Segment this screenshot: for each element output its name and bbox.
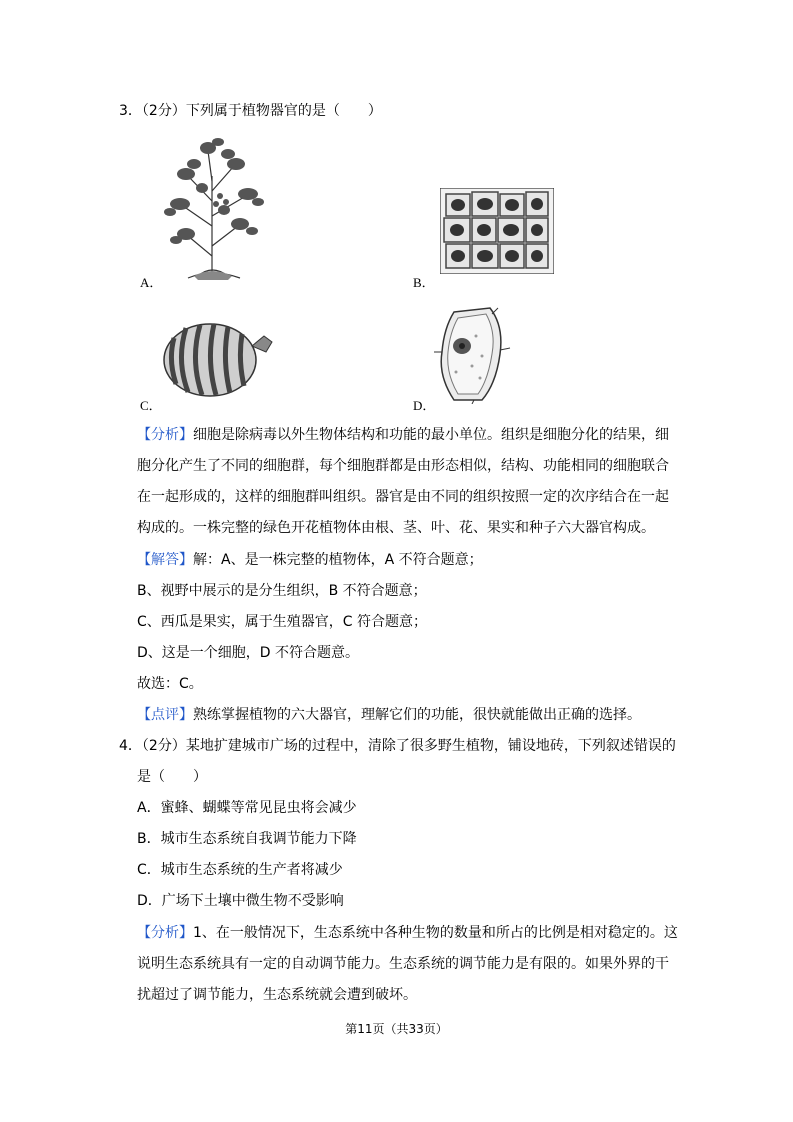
q3-analysis-tag: 【分析】 <box>137 427 193 443</box>
q3-answer-line-1: 【解答】解：A、是一株完整的植物体，A 不符合题意； <box>137 552 483 568</box>
q3-comment-tag: 【点评】 <box>137 707 193 723</box>
q4-option-b: B．城市生态系统自我调节能力下降 <box>137 831 357 847</box>
watermelon-figure <box>160 318 278 400</box>
plant-cell-figure <box>432 306 512 404</box>
q3-number: 3． <box>119 103 142 119</box>
q4-analysis-tag: 【分析】 <box>137 925 193 941</box>
option-b-label: B． <box>413 275 435 290</box>
q3-answer-line-4: D、这是一个细胞，D 不符合题意。 <box>137 645 360 661</box>
option-c-label: C． <box>140 398 162 413</box>
q4-analysis-line-2: 说明生态系统具有一定的自动调节能力。生态系统的调节能力是有限的。如果外界的干 <box>137 956 669 972</box>
option-a-label: A． <box>140 275 163 290</box>
q3-stem-text: （2分）下列属于植物器官的是（ ） <box>141 103 382 119</box>
q3-analysis-line-1: 【分析】细胞是除病毒以外生物体结构和功能的最小单位。组织是细胞分化的结果，细 <box>137 427 669 443</box>
q3-stem <box>119 101 382 121</box>
q4-analysis-line-1: 【分析】1、在一般情况下，生态系统中各种生物的数量和所占的比例是相对稳定的。这 <box>137 925 678 941</box>
q3-answer-line-3: C、西瓜是果实，属于生殖器官，C 符合题意； <box>137 614 427 630</box>
q3-answer-line-5: 故选：C。 <box>137 676 203 692</box>
plant-figure <box>158 136 270 281</box>
option-d-label: D． <box>413 398 436 413</box>
q4-stem-line-2: 是（ ） <box>137 769 207 785</box>
q4-stem-line-1: 4．（2分）某地扩建城市广场的过程中，清除了很多野生植物，铺设地砖，下列叙述错误的 <box>119 738 676 754</box>
q4-number: 4． <box>119 738 142 754</box>
q4-analysis-line-3: 扰超过了调节能力，生态系统就会遭到破坏。 <box>137 987 417 1003</box>
tissue-figure <box>440 188 554 274</box>
q3-comment: 【点评】熟练掌握植物的六大器官，理解它们的功能，很快就能做出正确的选择。 <box>137 707 641 723</box>
q4-option-a: A．蜜蜂、蝴蝶等常见昆虫将会减少 <box>137 800 357 816</box>
q3-answer-tag: 【解答】 <box>137 552 193 568</box>
q4-option-d: D．广场下土壤中微生物不受影响 <box>137 893 344 909</box>
page-number-footer: 第11页（共33页） <box>345 1022 448 1036</box>
q3-analysis-line-4: 构成的。一株完整的绿色开花植物体由根、茎、叶、花、果实和种子六大器官构成。 <box>137 520 655 536</box>
q3-analysis-line-2: 胞分化产生了不同的细胞群，每个细胞群都是由形态相似，结构、功能相同的细胞联合 <box>137 458 669 474</box>
q3-answer-line-2: B、视野中展示的是分生组织，B 不符合题意； <box>137 583 427 599</box>
q3-analysis-line-3: 在一起形成的，这样的细胞群叫组织。器官是由不同的组织按照一定的次序结合在一起 <box>137 489 669 505</box>
q4-option-c: C．城市生态系统的生产者将减少 <box>137 862 343 878</box>
